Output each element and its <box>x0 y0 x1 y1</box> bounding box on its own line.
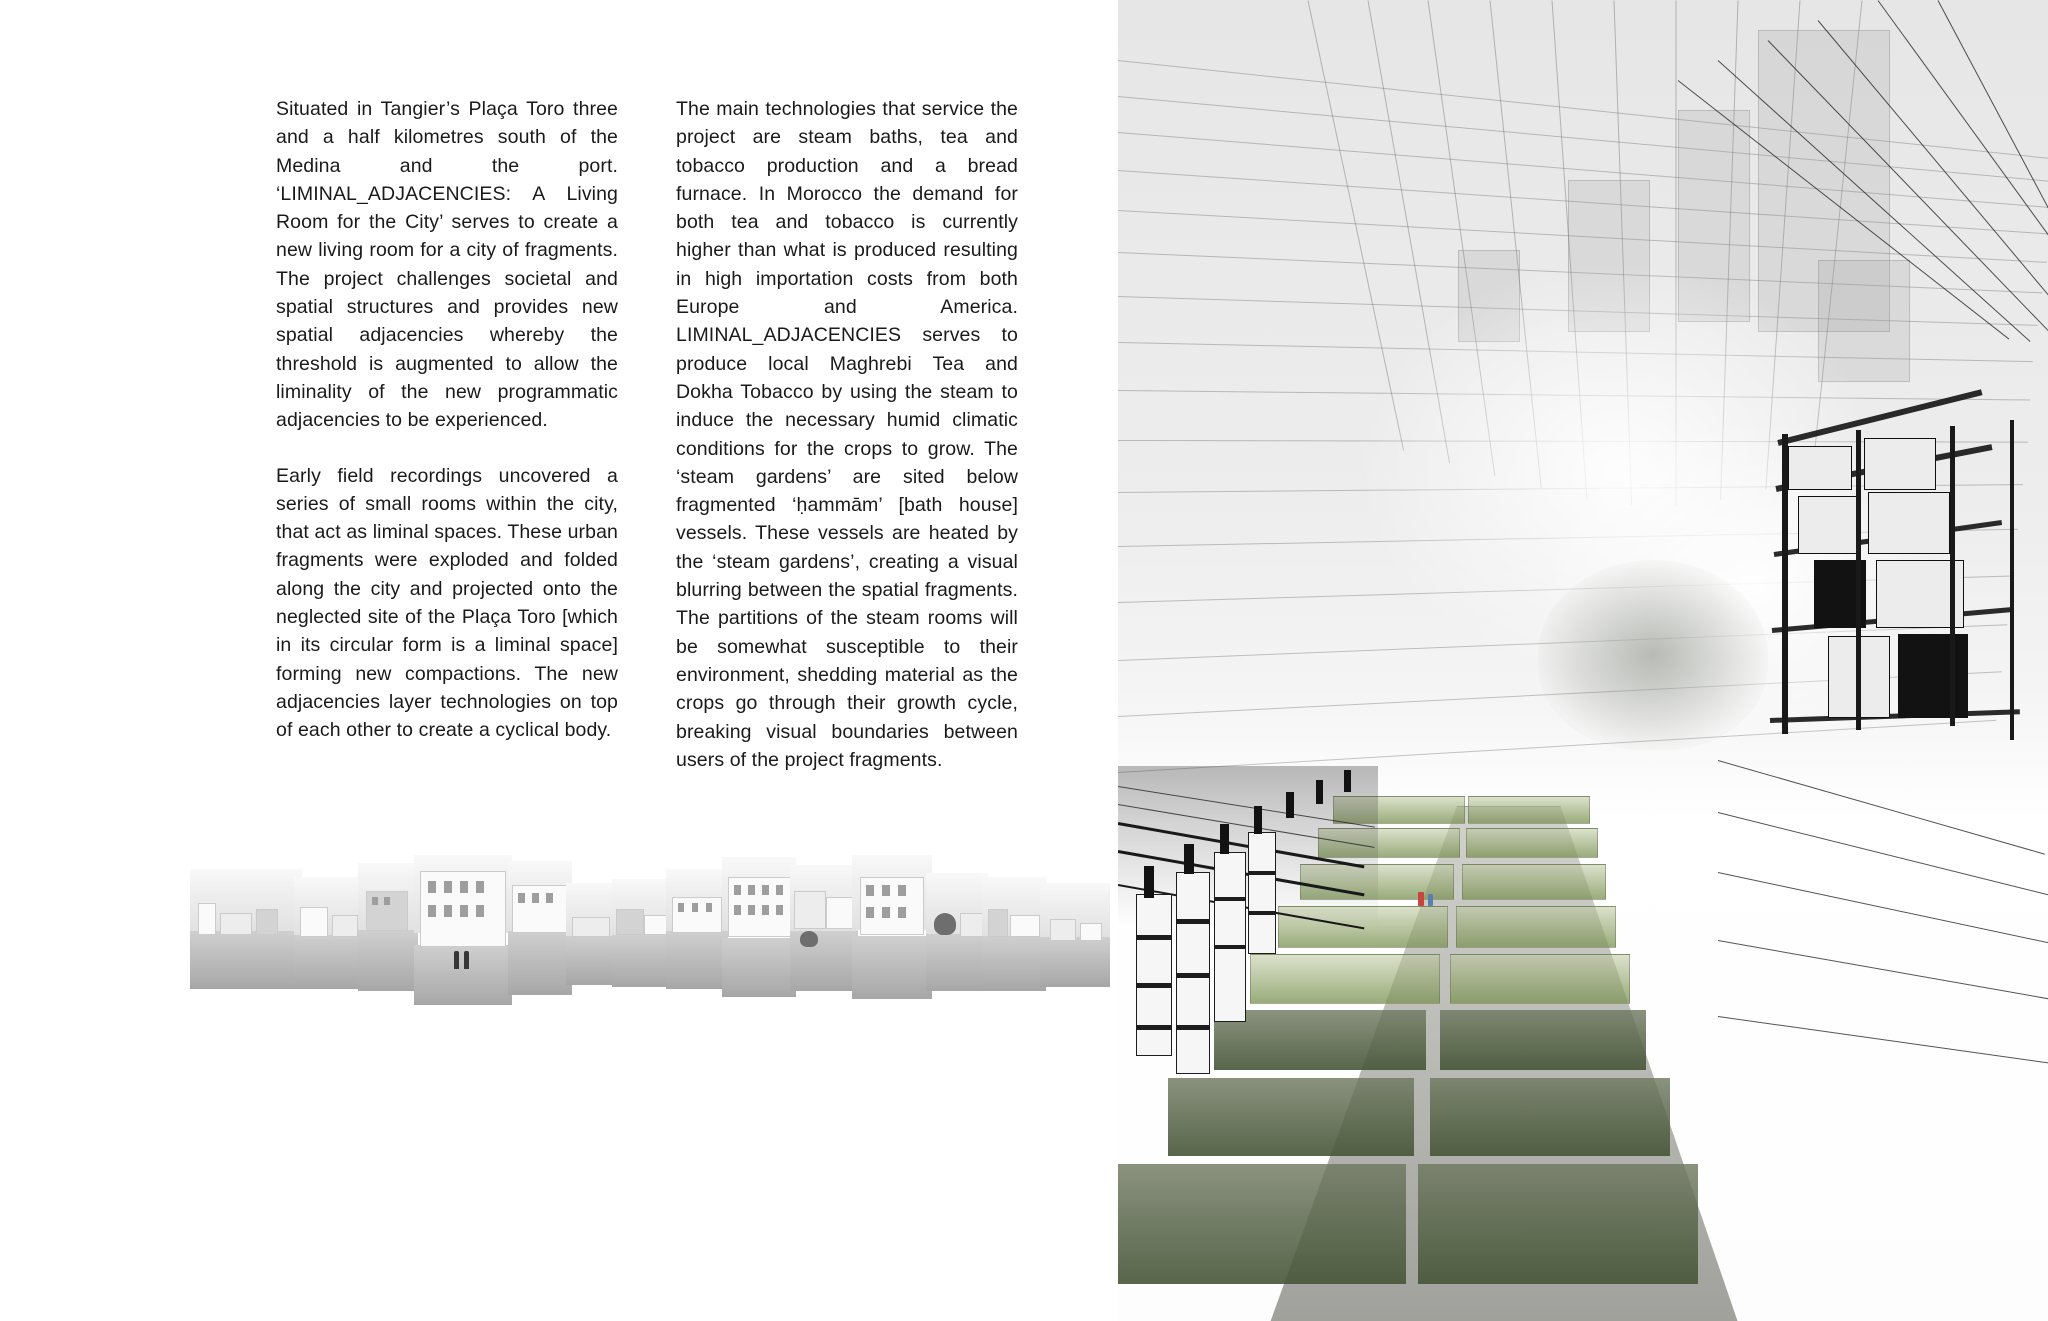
panorama-tile <box>294 877 364 989</box>
interior-render-figure <box>1118 0 2048 1321</box>
panorama-tile <box>190 869 302 989</box>
panorama-tile <box>926 873 988 991</box>
tower-fragment <box>1718 420 2048 1180</box>
panorama-tile <box>790 865 858 991</box>
panorama-tile <box>508 861 572 995</box>
panorama-tile <box>666 869 728 989</box>
panorama-tile <box>852 855 932 999</box>
panorama-tile <box>566 883 618 985</box>
paragraph: The main technologies that service the project are steam baths, tea and tobacco production and a bread furnace. In Morocco the demand for both tea and tobacco is currently higher than what is produced resulting in high importation costs from both Europe and America. LIMINAL_ADJACENCIES serves to produce local Maghrebi Tea and Dokha Tobacco by using the steam to induce the necessary humid climatic conditions for the crops to grow. The ‘steam gardens’ are sited below fragmented ‘ḥammām’ [bath house] vessels. These vessels are heated by the ‘steam gardens’, creating a visual blurring between the spatial fragments. The partitions of the steam rooms will be somewhat susceptible to their environment, shedding material as the crops go through their growth cycle, breaking visual boundaries between users of the project fragments. <box>676 98 1018 771</box>
hammam-vessel <box>1248 832 1276 954</box>
panorama-tile <box>1040 883 1110 987</box>
panorama-tile <box>612 879 672 987</box>
panorama-tile <box>982 877 1046 991</box>
panorama-tile <box>414 855 512 1005</box>
panorama-tile <box>358 863 418 991</box>
text-column-right <box>676 95 1018 774</box>
article-body <box>276 95 1018 774</box>
panorama-tile <box>722 857 796 997</box>
text-column-left <box>276 95 618 774</box>
paragraph: Situated in Tangier’s Plaça Toro three and a half kilometres south of the Medina and the port. ‘LIMINAL_ADJACENCIES: A Living Room for the City’ serves to create a new living room for a city of fragments. The project challenges societal and spatial structures and provides new spatial adjacencies whereby the threshold is augmented to allow the liminality of the new programmatic adjacencies to be experienced. <box>276 98 618 432</box>
panorama-figure <box>190 855 1110 1010</box>
hammam-vessel <box>1176 872 1210 1074</box>
text-columns <box>276 95 1018 774</box>
paragraph: Early field recordings uncovered a series of small rooms within the city, that act as liminal spaces. These urban fragments were exploded and folded along the city and projected onto the neglected site of the Plaça Toro [which in its circular form is a liminal space] forming new compactions. The new adjacencies layer technologies on top of each other to create a cyclical body. <box>276 464 618 742</box>
hammam-vessel <box>1136 894 1172 1056</box>
hammam-vessel <box>1214 852 1246 1022</box>
